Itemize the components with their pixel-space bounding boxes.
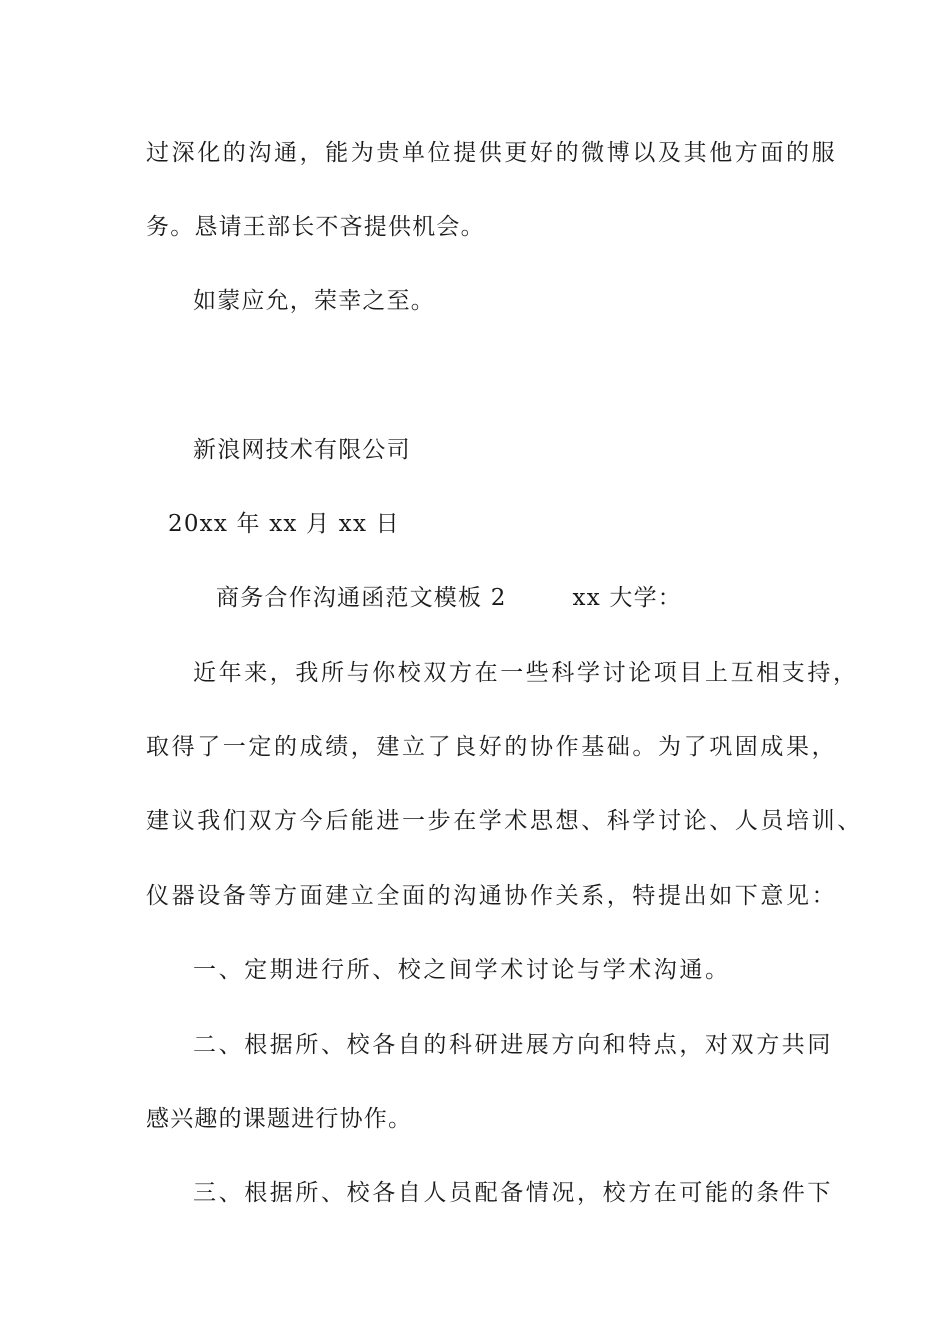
paragraph-line: 建议我们双方今后能进一步在学术思想、科学讨论、人员培训、 — [146, 808, 863, 834]
list-item: 一、定期进行所、校之间学术讨论与学术沟通。 — [193, 957, 731, 983]
paragraph-line: 仪器设备等方面建立全面的沟通协作关系，特提出如下意见： — [146, 883, 838, 909]
list-item-continuation: 感兴趣的课题进行协作。 — [146, 1106, 413, 1132]
closing-line: 如蒙应允，荣幸之至。 — [193, 288, 435, 314]
section-heading — [216, 583, 682, 613]
list-item: 二、根据所、校各自的科研进展方向和特点，对双方共同 — [193, 1032, 833, 1058]
recipient-name: xx 大学： — [572, 585, 683, 611]
paragraph-line: 取得了一定的成绩，建立了良好的协作基础。为了巩固成果， — [146, 734, 838, 760]
signature-date: 20xx 年 xx 月 xx 日 — [168, 511, 400, 537]
paragraph-line: 近年来，我所与你校双方在一些科学讨论项目上互相支持， — [193, 660, 859, 686]
list-item: 三、根据所、校各自人员配备情况，校方在可能的条件下 — [193, 1180, 833, 1206]
section-title: 商务合作沟通函范文模板 2 — [216, 585, 507, 611]
paragraph-line: 务。恳请王部长不吝提供机会。 — [146, 214, 485, 240]
signature-company: 新浪网技术有限公司 — [193, 437, 411, 463]
paragraph-line: 过深化的沟通，能为贵单位提供更好的微博以及其他方面的服 — [146, 140, 838, 166]
